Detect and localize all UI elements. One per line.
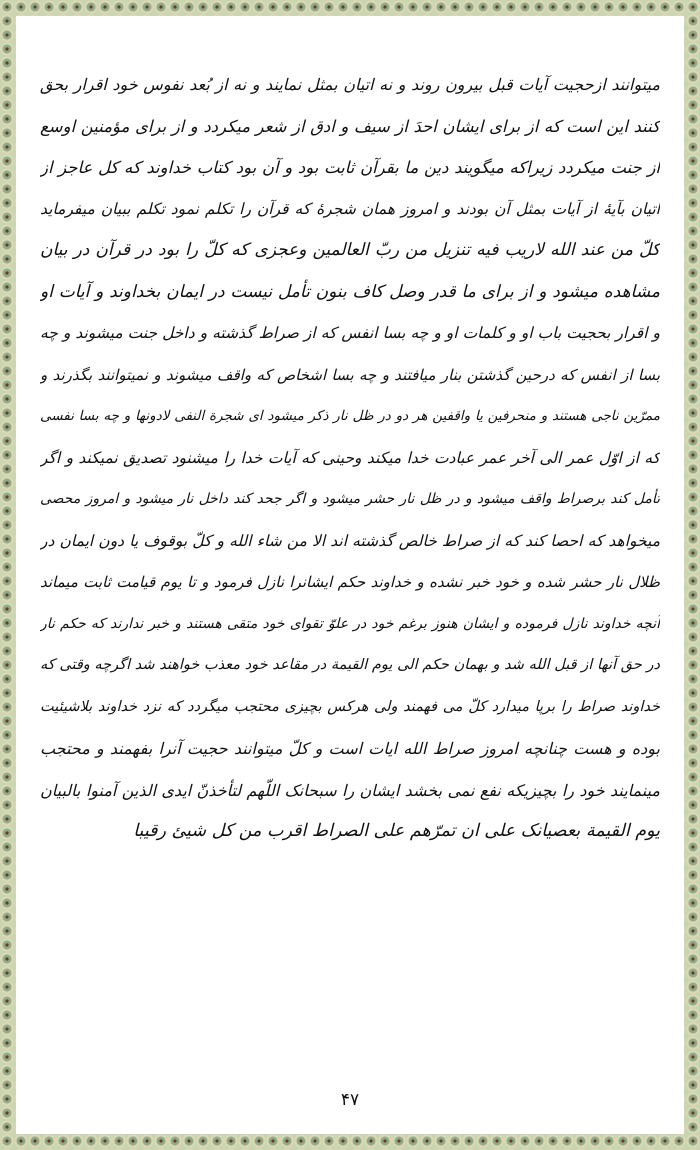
- text-line: ظلال نار حشر شده و خود خبر نشده و خداوند حکم ایشانرا نازل فرمود و تا یوم قیامت ثابت میماند: [40, 573, 660, 591]
- text-line: که از اوّل عمر الی آخر عمر عبادت خدا میکند وحینی که آیات خدا را میشنود تصدیق نمیکند و اگر: [40, 448, 660, 467]
- page-body: [16, 16, 684, 1134]
- text-line: بوده و هست چنانچه امروز صراط الله ایات است و کلّ میتوانند حجیت آنرا بفهمند و محتجب: [40, 739, 660, 758]
- text-line: کنند این است که از برای ایشان احدَ از سیف و ادق از شعر میکردد و از برای مؤمنین اوسع: [40, 116, 660, 136]
- text-line: میخواهد که احصا کند که از صراط خالص گذشته اند الا من شاء الله و کلّ بوقوف یا دون ایمان در: [40, 531, 660, 550]
- text-line: اتیان بآیهٔ از آیات بمثل آن بودند و امروز همان شجرهٔ که قرآن را تکلم نمود تکلم ببیان میفرماید: [40, 199, 660, 218]
- text-block: [40, 16, 660, 853]
- text-line: تأمل کند برصراط واقف میشود و در ظل نار حشر میشود و اگر جحد کند داخل نار میشود و امروز محصی: [40, 491, 660, 507]
- text-line: از جنت میکردد زیراکه میگویند دین ما بقرآن ثابت بود و آن بود کتاب خداوند که کل عاجز از: [40, 158, 660, 177]
- text-line: مشاهده میشود و از برای ما قدر وصل کاف بنون تأمل نیست در ایمان بخداوند و آیات او: [40, 281, 660, 302]
- text-line: در حق آنها از قبل الله شد و بهمان حکم الی یوم القیمة در مقاعد خود معذب خواهند شد اگرچه وقتی که: [40, 657, 660, 673]
- text-line: کلّ من عند الله لاریب فیه تنزیل من ربّ العالمین وعجزی که کلّ را بود در قرآن در بیان: [40, 240, 660, 260]
- text-line: خداوند صراط را برپا میدارد کلّ می فهمند ولی هرکس بچیزی محتجب میگردد که نزد خداوند بلاشیئیت: [40, 698, 660, 715]
- text-line: بسا از انفس که درحین گذشتن بنار میافتند و چه بسا اشخاص که واقف میشوند و نمیتوانند بگذرند و: [40, 365, 660, 384]
- text-line: مینمایند خود را بچیزیکه نفع نمی بخشد ایشان را سبحانک اللّهم لتأخذنّ ایدی الذین آمنوا بالبیان: [40, 780, 660, 800]
- page-number: ۴۷: [340, 1090, 360, 1110]
- text-line: آنچه خداوند نازل فرموده و ایشان هنوز برغم خود در علوّ تقوای خود متقی هستند و خبر ندارند که حکم نار: [40, 615, 660, 632]
- text-line: میتوانند ازحجیت آیات قبل بیرون روند و نه اتیان بمثل نمایند و نه از بُعد نفوس خود اقرار بحق: [40, 75, 660, 94]
- text-line: و اقرار بحجیت باب او و کلمات او و چه بسا انفس که از صراط گذشته و داخل جنت میشوند و چه: [40, 324, 660, 342]
- text-line: یوم القیمة بعصیانک علی ان تمرّهم علی الصراط اقرب من کل شیئ رقیبا: [133, 821, 660, 841]
- text-line: ممرّین ناجی هستند و منحرفین یا واقفین هر دو در ظل نار ذکر میشود ای شجرة النفی لادونها و چه بسا نفسی: [40, 408, 660, 424]
